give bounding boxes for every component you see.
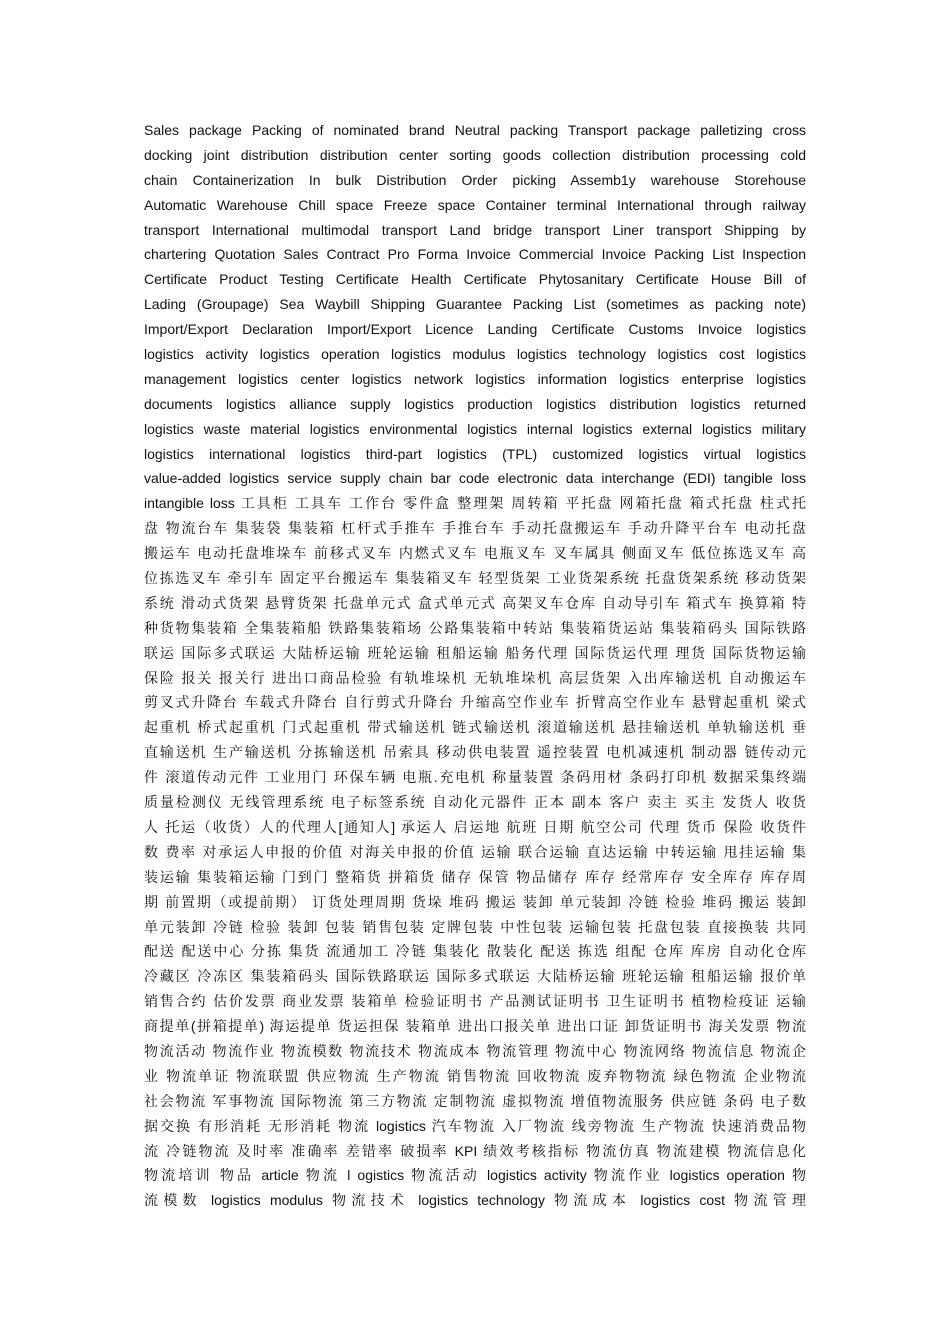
text-line: transport International multimodal transport Land bridge transport Liner transport Shipping by — [144, 221, 806, 238]
body-text — [144, 118, 806, 1213]
text-line: 起重机 桥式起重机 门式起重机 带式输送机 链式输送机 滚道输送机 悬挂输送机 单轨输送机 垂 — [144, 719, 806, 736]
text-line: docking joint distribution distribution center sorting goods collection distribution processing cold — [144, 146, 806, 163]
text-line: 联运 国际多式联运 大陆桥运输 班轮运输 租船运输 船务代理 国际货运代理 理货 国际货物运输 — [144, 644, 806, 661]
text-line: Lading (Groupage) Sea Waybill Shipping Guarantee Packing List (sometimes as packing note) — [144, 296, 806, 313]
text-line: chain Containerization In bulk Distribution Order picking Assemb1y warehouse Storehouse — [144, 171, 806, 188]
text-line: 冷藏区 冷冻区 集装箱码头 国际铁路联运 国际多式联运 大陆桥运输 班轮运输 租船运输 报价单 — [144, 968, 806, 985]
text-line: 剪叉式升降台 车载式升降台 自行剪式升降台 升缩高空作业车 折臂高空作业车 悬臂起重机 梁式 — [144, 694, 806, 711]
text-line: 配送 配送中心 分拣 集货 流通加工 冷链 集装化 散装化 配送 拣选 组配 仓库 库房 自动化仓库 — [144, 943, 806, 960]
text-line: 单元装卸 冷链 检验 装卸 包装 销售包装 定牌包装 中性包装 运输包装 托盘包装 直接换装 共同 — [144, 918, 806, 935]
text-line: 位拣选叉车 牵引车 固定平台搬运车 集装箱叉车 轻型货架 工业货架系统 托盘货架系统 移动货架 — [144, 570, 806, 587]
text-line: 件 滚道传动元件 工业用门 环保车辆 电瓶.充电机 称量装置 条码用材 条码打印机 数据采集终端 — [144, 769, 806, 786]
text-line: 物流活动 物流作业 物流模数 物流技术 物流成本 物流管理 物流中心 物流网络 物流信息 物流企 — [144, 1042, 806, 1059]
text-line: Automatic Warehouse Chill space Freeze space Container terminal International through railway — [144, 196, 806, 213]
text-line: 质量检测仪 无线管理系统 电子标签系统 自动化元器件 正本 副本 客户 卖主 买主 发货人 收货 — [144, 794, 806, 811]
text-line: 直输送机 生产输送机 分拣输送机 吊索具 移动供电装置 遥控装置 电机减速机 制动器 链传动元 — [144, 744, 806, 761]
text-line: 业 物流单证 物流联盟 供应物流 生产物流 销售物流 回收物流 废弃物物流 绿色物流 企业物流 — [144, 1067, 806, 1084]
text-line: 商提单(拼箱提单) 海运提单 货运担保 装箱单 进出口报关单 进出口证 卸货证明书 海关发票 物流 — [144, 1018, 806, 1035]
text-line: 装运输 集装箱运输 门到门 整箱货 拼箱货 储存 保管 物品储存 库存 经常库存 安全库存 库存周 — [144, 868, 806, 885]
text-line: logistics activity logistics operation logistics modulus logistics technology logistics cost logistics — [144, 346, 806, 363]
text-line: Sales package Packing of nominated brand Neutral packing Transport package palletizing cross — [144, 122, 806, 138]
text-line: management logistics center logistics network logistics information logistics enterprise logistics — [144, 370, 806, 387]
text-line: 流模数 logistics modulus 物流技术 logistics technology 物流成本 logistics cost 物流管理 — [144, 1192, 806, 1209]
text-line: 物流培训 物品 article 物流 l ogistics 物流活动 logistics activity 物流作业 logistics operation 物 — [144, 1167, 806, 1184]
text-line: 销售合约 估价发票 商业发票 装箱单 检验证明书 产品测试证明书 卫生证明书 植物检疫证 运输 — [144, 993, 806, 1010]
text-line: Import/Export Declaration Import/Export Licence Landing Certificate Customs Invoice logistics — [144, 321, 806, 338]
text-line: documents logistics alliance supply logistics production logistics distribution logistics returned — [144, 395, 806, 412]
text-line: chartering Quotation Sales Contract Pro Forma Invoice Commercial Invoice Packing List Inspection — [144, 246, 806, 263]
text-line: Certificate Product Testing Certificate Health Certificate Phytosanitary Certificate House Bill of — [144, 271, 806, 288]
text-line: 系统 滑动式货架 悬臂货架 托盘单元式 盒式单元式 高架叉车仓库 自动导引车 箱式车 换算箱 特 — [144, 594, 806, 611]
text-line: 人 托运（收货）人的代理人[通知人] 承运人 启运地 航班 日期 航空公司 代理 货币 保险 收货件 — [144, 818, 806, 835]
text-line: 流 冷链物流 及时率 准确率 差错率 破损率 KPI 绩效考核指标 物流仿真 物流建模 物流信息化 — [144, 1142, 806, 1159]
text-line: 盘 物流台车 集装袋 集装箱 杠杆式手推车 手推台车 手动托盘搬运车 手动升降平台车 电动托盘 — [144, 520, 806, 537]
text-line: 种货物集装箱 全集装箱船 铁路集装箱场 公路集装箱中转站 集装箱货运站 集装箱码头 国际铁路 — [144, 619, 806, 636]
text-line: 搬运车 电动托盘堆垛车 前移式叉车 内燃式叉车 电瓶叉车 叉车属具 侧面叉车 低位拣选叉车 高 — [144, 545, 806, 562]
text-line: value-added logistics service supply chain bar code electronic data interchange (EDI) tangible loss — [144, 470, 806, 487]
text-line: logistics international logistics third-part logistics (TPL) customized logistics virtual logistics — [144, 445, 806, 462]
text-line: 数 费率 对承运人申报的价值 对海关申报的价值 运输 联合运输 直达运输 中转运输 甩挂运输 集 — [144, 843, 806, 860]
text-line: logistics waste material logistics environmental logistics internal logistics external logistics military — [144, 420, 806, 437]
text-line: 社会物流 军事物流 国际物流 第三方物流 定制物流 虚拟物流 增值物流服务 供应链 条码 电子数 — [144, 1092, 806, 1109]
text-line: 期 前置期（或提前期） 订货处理周期 货垛 堆码 搬运 装卸 单元装卸 冷链 检验 堆码 搬运 装卸 — [144, 893, 806, 910]
text-line: intangible loss 工具柜 工具车 工作台 零件盒 整理架 周转箱 平托盘 网箱托盘 箱式托盘 柱式托 — [144, 495, 806, 512]
text-line: 据交换 有形消耗 无形消耗 物流 logistics 汽车物流 入厂物流 线旁物流 生产物流 快速消费品物 — [144, 1117, 806, 1134]
text-line: 保险 报关 报关行 进出口商品检验 有轨堆垛机 无轨堆垛机 高层货架 入出库输送机 自动搬运车 — [144, 669, 806, 686]
